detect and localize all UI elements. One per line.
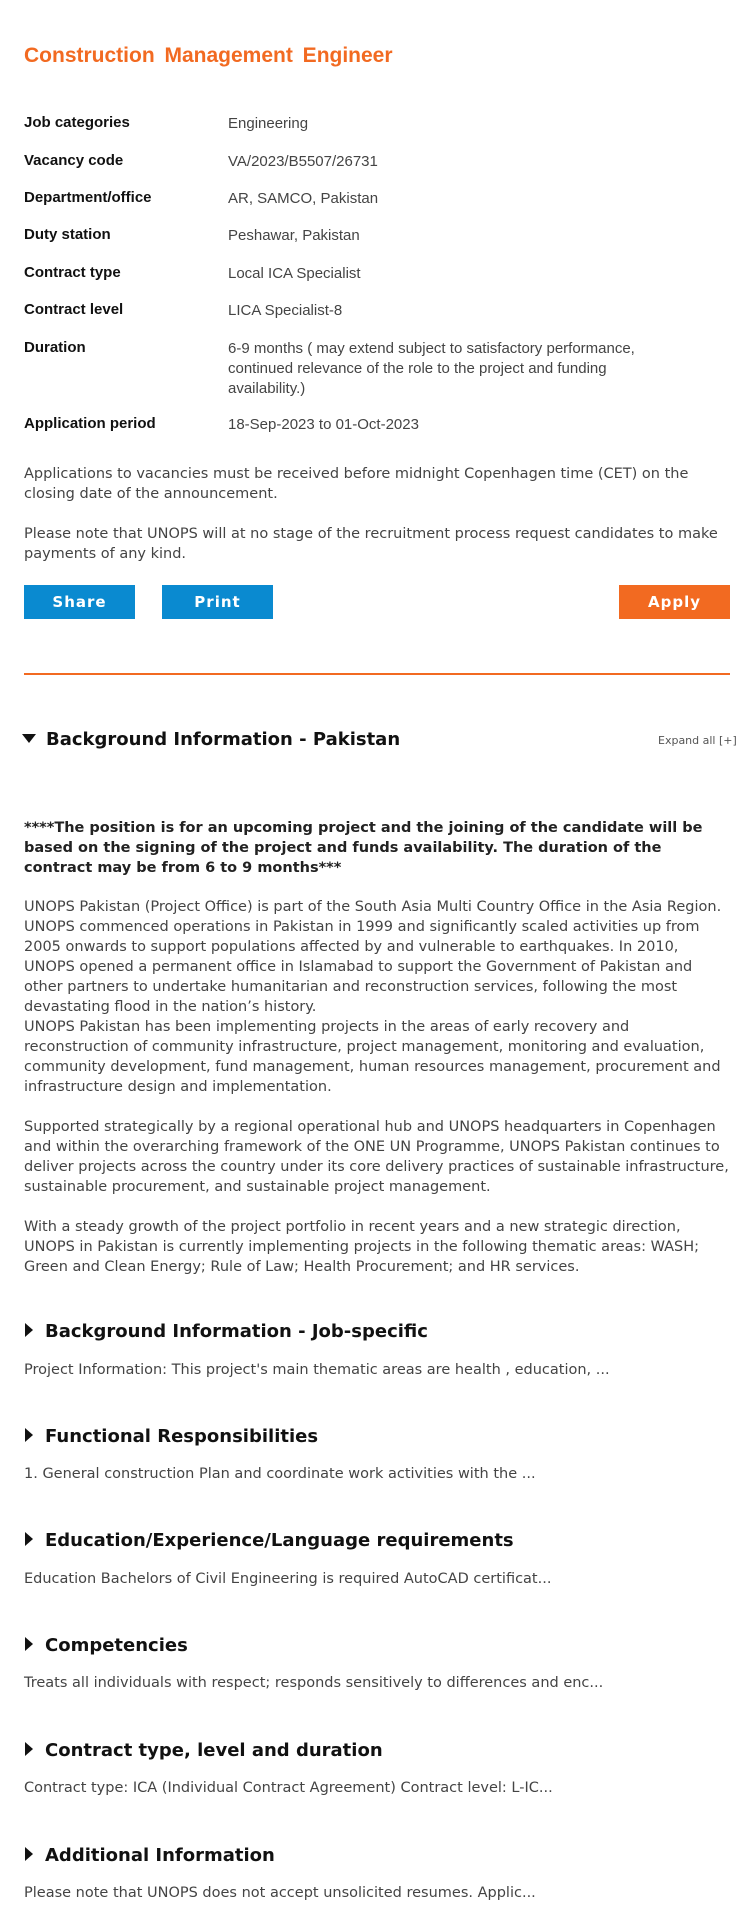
accordion-heading: Competencies [45, 1635, 188, 1656]
field-label: Department/office [24, 189, 152, 206]
field-label: Duration [24, 339, 86, 356]
apply-button[interactable]: Apply [619, 585, 730, 619]
field-label: Application period [24, 415, 156, 432]
accordion-heading: Functional Responsibilities [45, 1426, 319, 1447]
accordion-summary: Education Bachelors of Civil Engineering is required AutoCAD certificat... [24, 1571, 552, 1587]
field-value: LICA Specialist-8 [228, 302, 343, 319]
accordion-heading: Background Information - Pakistan [46, 729, 401, 750]
field-label: Job categories [24, 114, 130, 131]
caret-down-icon [22, 734, 36, 743]
accordion-heading: Contract type, level and duration [45, 1740, 383, 1761]
background-paragraph: Supported strategically by a regional operational hub and UNOPS headquarters in Copenhagen and within the overarching framework of the ONE UN Programme, UNOPS Pakistan continues to deliver projects across the country under its core delivery practices of sustainable infrastructure, sustainable procurement, and sustainable project management. [24, 1119, 729, 1195]
accordion-competencies[interactable] [22, 1635, 188, 1656]
payment-notice: Please note that UNOPS will at no stage of the recruitment process request candidates to make payments of any kind. [24, 526, 718, 562]
background-paragraph: UNOPS Pakistan has been implementing projects in the areas of early recovery and reconstruction of community infrastructure, project management, monitoring and evaluation, community development, fund management, human resources management, procurement and infrastructure design and implementation. [24, 1019, 721, 1095]
caret-right-icon [25, 1532, 33, 1546]
accordion-summary: Contract type: ICA (Individual Contract Agreement) Contract level: L-IC... [24, 1780, 553, 1796]
accordion-background-job-specific[interactable] [22, 1321, 428, 1342]
print-button[interactable]: Print [162, 585, 273, 619]
field-value: AR, SAMCO, Pakistan [228, 190, 379, 207]
field-value: Engineering [228, 115, 309, 132]
share-button[interactable]: Share [24, 585, 135, 619]
field-label: Vacancy code [24, 152, 124, 169]
deadline-notice: Applications to vacancies must be received before midnight Copenhagen time (CET) on the closing date of the announcement. [24, 466, 689, 502]
caret-right-icon [25, 1847, 33, 1861]
accordion-background-pakistan[interactable] [22, 729, 400, 750]
accordion-summary: 1. General construction Plan and coordinate work activities with the ... [24, 1466, 536, 1482]
field-value: Local ICA Specialist [228, 265, 361, 282]
caret-right-icon [25, 1742, 33, 1756]
accordion-functional-responsibilities[interactable] [22, 1426, 318, 1447]
field-label: Duty station [24, 226, 111, 243]
project-note: ****The position is for an upcoming project and the joining of the candidate will be based on the signing of the project and funds availability. The duration of the contract may be from 6 to 9 months*** [24, 820, 703, 876]
caret-right-icon [25, 1428, 33, 1442]
section-divider [24, 673, 730, 675]
accordion-education-experience[interactable] [22, 1530, 514, 1551]
accordion-additional-information[interactable] [22, 1845, 275, 1866]
accordion-summary: Project Information: This project's main thematic areas are health , education, ... [24, 1362, 610, 1378]
caret-right-icon [25, 1323, 33, 1337]
field-value: 18-Sep-2023 to 01-Oct-2023 [228, 416, 419, 433]
expand-all-link[interactable]: Expand all [+] [658, 734, 737, 747]
field-value: Peshawar, Pakistan [228, 227, 360, 244]
accordion-summary: Please note that UNOPS does not accept unsolicited resumes. Applic... [24, 1885, 536, 1901]
accordion-heading: Additional Information [45, 1845, 275, 1866]
accordion-heading: Education/Experience/Language requirements [45, 1530, 514, 1551]
field-label: Contract type [24, 264, 121, 281]
accordion-heading: Background Information - Job-specific [45, 1321, 428, 1342]
field-label: Contract level [24, 301, 124, 318]
accordion-summary: Treats all individuals with respect; responds sensitively to differences and enc... [24, 1675, 604, 1691]
page-title: Construction Management Engineer [24, 44, 393, 67]
caret-right-icon [25, 1637, 33, 1651]
background-paragraph: UNOPS Pakistan (Project Office) is part of the South Asia Multi Country Office in the Asia Region. UNOPS commenced operations in Pakistan in 1999 and significantly scaled activities up from 2005 onwards to support populations affected by and vulnerable to earthquakes. In 2010, UNOPS opened a permanent office in Islamabad to support the Government of Pakistan and other partners to undertake humanitarian and reconstruction services, following the most devastating flood in the nation’s history. [24, 899, 722, 1015]
field-value: VA/2023/B5507/26731 [228, 153, 378, 170]
field-value: 6-9 months ( may extend subject to satisfactory performance, continued relevance of the role to the project and funding availability.) [228, 340, 635, 397]
background-paragraph: With a steady growth of the project portfolio in recent years and a new strategic direction, UNOPS in Pakistan is currently implementing projects in the following thematic areas: WASH; Green and Clean Energy; Rule of Law; Health Procurement; and HR services. [24, 1219, 700, 1275]
accordion-contract-type[interactable] [22, 1740, 383, 1761]
